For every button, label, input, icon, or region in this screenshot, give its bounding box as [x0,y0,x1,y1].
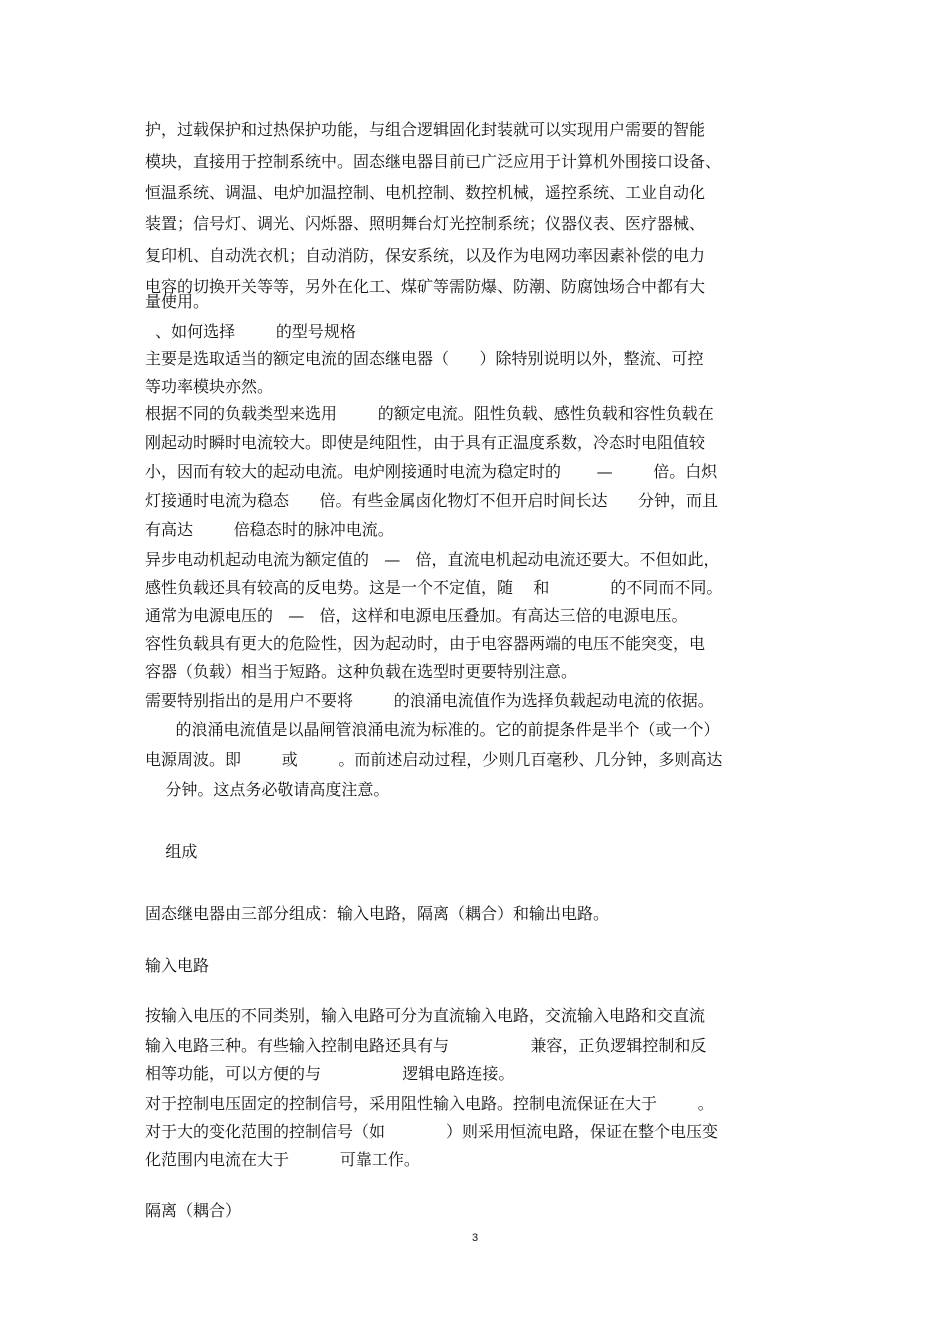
section-heading: 组成 [145,842,198,861]
text-line: 模块，直接用于控制系统中。固态继电器目前已广泛应用于计算机外围接口设备、 [145,152,722,171]
text-line: 异步电动机起动电流为额定值的 — 倍，直流电机起动电流还要大。不但如此， [145,550,720,569]
text-line: 护，过载保护和过热保护功能，与组合逻辑固化封装就可以实现用户需要的智能 [145,120,706,139]
text-line: 量使用。 [145,292,210,311]
text-line: 相等功能，可以方便的与 逻辑电路连接。 [145,1064,515,1083]
text-line: 复印机、自动洗衣机；自动消防，保安系统，以及作为电网功率因素补偿的电力 [145,246,706,265]
text-line: 灯接通时电流为稳态 倍。有些金属卤化物灯不但开启时间长达 分钟，而且 [145,491,719,510]
text-line: 根据不同的负载类型来选用 的额定电流。阻性负载、感性负载和容性负载在 [145,404,714,423]
text-line: 刚起动时瞬时电流较大。即使是纯阻性，由于具有正温度系数，冷态时电阻值较 [145,433,706,452]
text-line: 对于大的变化范围的控制信号（如 ）则采用恒流电路，保证在整个电压变 [145,1122,719,1141]
text-line: 分钟。这点务必敬请高度注意。 [145,780,390,799]
text-line: 小，因而有较大的起动电流。电炉刚接通时电流为稳定时的 — 倍。白炽 [145,462,718,481]
text-line: 主要是选取适当的额定电流的固态继电器（ ）除特别说明以外，整流、可控 [145,349,704,368]
text-line: 的浪涌电流值是以晶闸管浪涌电流为标准的。它的前提条件是半个（或一个） [145,720,720,739]
text-line: 电源周波。即 或 。而前述启动过程，少则几百毫秒、几分钟，多则高达 [145,750,723,769]
paragraph-composition: 固态继电器由三部分组成：输入电路，隔离（耦合）和输出电路。 [145,904,610,923]
text-line: 容器（负载）相当于短路。这种负载在选型时更要特别注意。 [145,662,578,681]
text-line: 电容的切换开关等等，另外在化工、煤矿等需防爆、防潮、防腐蚀场合中都有大 [145,277,706,296]
text-line: 有高达 倍稳态时的脉冲电流。 [145,520,394,539]
text-line: 输入电路三种。有些输入控制电路还具有与 兼容，正负逻辑控制和反 [145,1036,707,1055]
section-heading: 、如何选择 的型号规格 [145,322,356,341]
text-line: 恒温系统、调温、电炉加温控制、电机控制、数控机械，遥控系统、工业自动化 [145,183,706,202]
text-line: 装置；信号灯、调光、闪烁器、照明舞台灯光控制系统；仪器仪表、医疗器械、 [145,214,706,233]
text-line: 通常为电源电压的 — 倍，这样和电源电压叠加。有高达三倍的电源电压。 [145,606,688,625]
page-number: 3 [471,1232,479,1244]
text-line: 化范围内电流在大于 可靠工作。 [145,1150,420,1169]
text-line: 等功率模块亦然。 [145,377,274,396]
text-line: 对于控制电压固定的控制信号，采用阻性输入电路。控制电流保证在大于 。 [145,1094,714,1113]
text-line: 感性负载还具有较高的反电势。这是一个不定值，随 和 的不同而不同。 [145,578,723,597]
subsection-heading: 输入电路 [145,956,210,975]
subsection-heading: 隔离（耦合） [145,1201,242,1220]
text-line: 需要特别指出的是用户不要将 的浪涌电流值作为选择负载起动电流的依据。 [145,691,714,710]
text-line: 按输入电压的不同类别，输入电路可分为直流输入电路，交流输入电路和交直流 [145,1006,706,1025]
text-line: 容性负载具有更大的危险性，因为起动时，由于电容器两端的电压不能突变，电 [145,634,706,653]
